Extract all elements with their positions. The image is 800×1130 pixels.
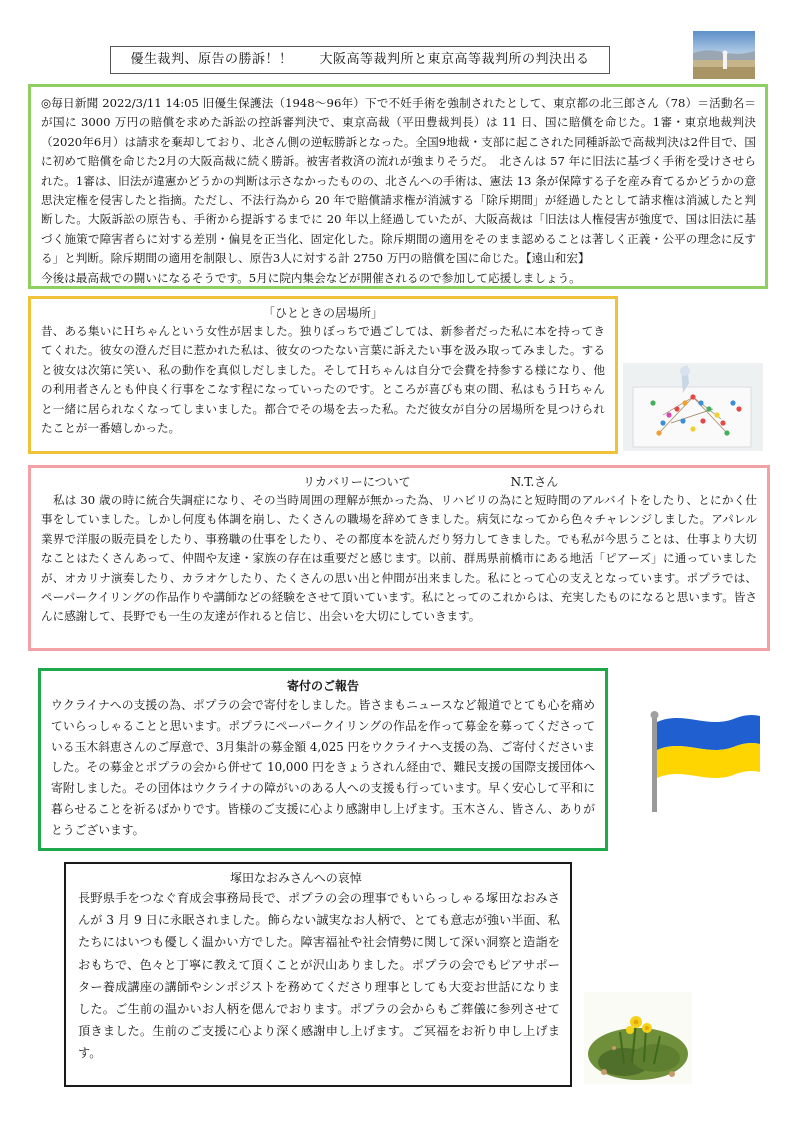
ruling-paragraph: ◎毎日新聞 2022/3/11 14:05 旧優生保護法（1948〜96年）下で不妊手術を強制されたとして、東京都の北三郎さん（78）＝活動名＝が国に 3000 万円の賠償を求めた訴訟の控訴審判決で、東京高裁（平田豊裁判長）は 11 日、国に賠償を命じた。1審・東京地裁判決（2020年6月）は請求を棄却しており、北さん側の逆転勝訴となった。全国9地裁・支部に起こされた同種訴訟で高裁判決は2件目で、国に初めて賠償を命じた2月の大阪高裁に続く勝訴。被害者救済の流れが強まりそうだ。 北さんは 57 年に旧法に基づく手術を受けさせられた。1審は、旧法が違憲かどうかの判断は示さなかったものの、北さんへの手術は、憲法 13 条が保障する子を産み育てるかどうかの意思決定権を侵害したと指摘。ただし、不法行為から 20 年で賠償請求権が消滅する「除斥期間」が経過したとして請求権は消滅したと判断した。大阪訴訟の原告も、手術から提訴するまでに 20 年以上経過していたが、大阪高裁は「旧法は人権侵害が強度で、国は旧法に基づく施策で障害者らに対する差別・偏見を正当化、固定化した。除斥期間の適用をそのまま認めることは著しく正義・公平の理念に反する」と判断。除斥期間の適用を制限し、原告3人に対する計 2750 万円の賠償を国に命じた。【遠山和宏】 bbox=[41, 96, 756, 266]
quilling-artwork-photo bbox=[623, 363, 763, 451]
recovery-essay bbox=[28, 465, 770, 651]
memorial-notice bbox=[64, 862, 572, 1087]
donation-title: 寄付のご報告 bbox=[286, 679, 359, 693]
recovery-header bbox=[41, 473, 757, 491]
recovery-author: N.T.さん bbox=[510, 475, 559, 489]
landscape-photo bbox=[693, 31, 755, 79]
ibasho-text: 昔、ある集いにＨちゃんという女性が居ました。独りぼっちで過ごしては、新参者だった私に本を持ってきてくれた。彼女の澄んだ目に惹かれた私は、彼女のつたない言葉に訴えたい事を汲み取ってみました。すると彼女は次第に笑い、私の動作を真似しだしました。そしてＨちゃんは自分で会費を持参する様になり、他の利用者さんとも仲良く行事をこなす程になっていったのです。ところが喜びも束の間、私はもうＨちゃんと一緒に居られなくなってしまいました。都合でその場を去った私。ただ彼女が自分の居場所を見つけられたことが一番嬉しかった。 bbox=[41, 324, 605, 436]
ibasho-title: 「ひとときの居場所」 bbox=[262, 306, 383, 320]
headline: 優生裁判、原告の勝訴！！ 大阪高等裁判所と東京高等裁判所の判決出る bbox=[110, 46, 610, 74]
donation-report bbox=[38, 668, 608, 851]
daffodil-photo bbox=[584, 992, 692, 1084]
ukraine-flag bbox=[636, 700, 764, 812]
donation-text: ウクライナへの支援の為、ポプラの会で寄付をしました。皆さまもニュースなど報道でとても心を痛めていらっしゃることと思います。ポプラにペーパークイリングの作品を作って募金を募ってくださっている玉木斜恵さんのご厚意で、3月集計の募金額 4,025 円をウクライナへ支援の為、ご寄付くださいました。その募金とポプラの会から併せて 10,000 円をきょうされん経由で、難民支援の国際支援団体へ寄附しました。その団体はウクライナの障がいのある人への支援も行っています。早く安心して平和に暮らせることを祈るばかりです。皆様のご支援に心より感謝申し上げます。玉木さん、皆さん、ありがとうございます。 bbox=[51, 698, 596, 837]
memorial-title: 塚田なおみさんへの哀悼 bbox=[230, 871, 362, 885]
ruling-closing: 今後は最高裁での闘いになるそうです。5月に院内集会などが開催されるので参加して応援しましょう。 bbox=[41, 270, 581, 285]
recovery-text: 私は 30 歳の時に統合失調症になり、その当時周囲の理解が無かった為、リハビリの為にと短時間のアルバイトをしたり、とにかく仕事をしていました。しかし何度も体調を崩し、たくさんの職場を辞めてきました。病気になってから色々チャレンジしました。アパレル業界で洋服の販売員をしたり、事務職の仕事をしたり、その都度本を読んだり努力してきました。でも私が今思うことは、仕事より大切なことはたくさんあって、仲間や友達・家族の存在は重要だと感じます。以前、群馬県前橋市にある地活「ピアーズ」に通っていましたが、オカリナ演奏したり、カラオケしたり、たくさんの思い出と仲間が出来ました。私にとって心の支えとなっています。ポプラでは、ペーパークイリングの作品作りや講師などの経験をさせて頂いています。私にとってのこれからは、充実したものになると思います。皆さんに感謝して、長野でも一生の友達が作れると信じ、出会いを大切にしていきます。 bbox=[41, 493, 757, 624]
memorial-text: 長野県手をつなぐ育成会事務局長で、ポプラの会の理事でもいらっしゃる塚田なおみさんが 3 月 9 日に永眠されました。飾らない誠実なお人柄で、とても意志が強い半面、私たちにはいつも優しく温かい方でした。障害福祉や社会情勢に関して深い洞察と造詣をおもちで、色々と丁寧に教えて頂くことが沢山ありました。ポプラの会でもピアサポーター養成講座の講師やシンポジストを務めてくださり理事としても大変お世話になりました。ご生前の温かいお人柄を偲んでおります。ポプラの会からもご葬儀に参列させて頂きました。生前のご支援に心より深く感謝申し上げます。ご冥福をお祈り申し上げます。 bbox=[78, 891, 560, 1061]
ibasho-essay bbox=[28, 296, 618, 454]
recovery-title: リカバリーについて bbox=[303, 475, 411, 489]
ruling-article bbox=[28, 84, 768, 289]
